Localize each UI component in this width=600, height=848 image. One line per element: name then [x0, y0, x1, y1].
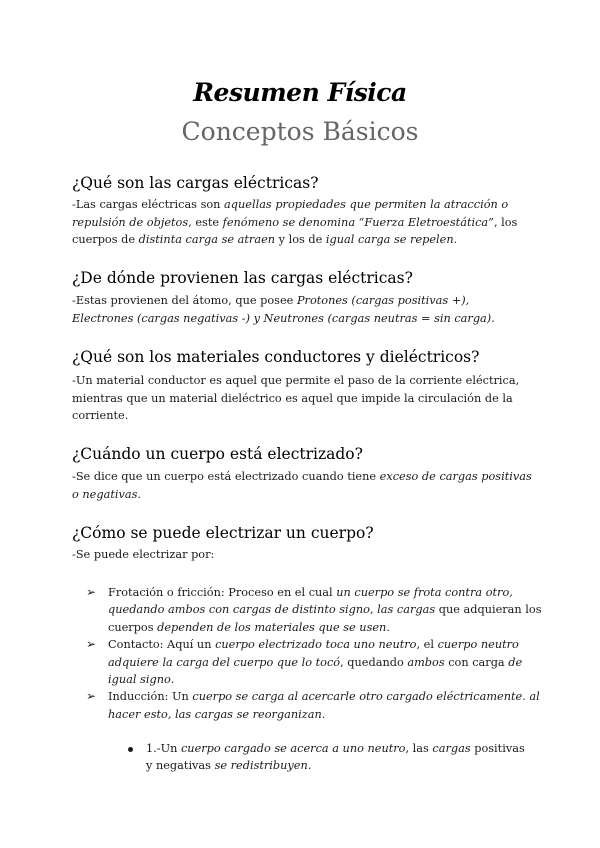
text-run: , los cuerpos de — [72, 215, 518, 247]
text-run: cargas — [432, 742, 471, 755]
text-run: . — [453, 233, 458, 247]
section-heading-electrizar: ¿Cómo se puede electrizar un cuerpo? — [72, 524, 374, 542]
text-run: Inducción: Un — [108, 690, 193, 704]
text-run: dependen de los materiales que se usen — [157, 620, 387, 634]
text-run: cuerpo cargado se acerca a uno neutro — [180, 742, 406, 755]
text-run: . — [491, 311, 495, 325]
text-run: con carga — [444, 655, 509, 669]
text-run: cuerpo neutro adquiere la carga del cuerpo que lo tocó — [108, 638, 519, 669]
section-heading-origen: ¿De dónde provienen las cargas eléctricas? — [72, 269, 413, 287]
text-run: de igual signo — [108, 655, 523, 687]
text-run: . — [321, 707, 326, 721]
section-paragraph-materiales: -Un material conductor es aquel que permite el paso de la corriente eléctrica, mientras que un material dieléctrico es aquel que impide la circulación de la corriente. — [72, 374, 520, 423]
text-run: cuerpo electrizado toca uno neutro — [215, 638, 417, 652]
text-run: positivas y negativas — [146, 742, 525, 773]
text-run: se redistribuyen — [214, 759, 308, 773]
text-run: , las — [405, 742, 433, 755]
text-run: y los de — [275, 233, 326, 247]
text-run: ambos — [407, 655, 445, 669]
text-run: , quedando — [340, 655, 408, 669]
list-item-friccion — [86, 584, 546, 636]
text-run: cuerpo se carga al acercarle otro cargado eléctricamente. al hacer esto, las cargas se reorganizan — [108, 690, 540, 721]
text-run: -Estas provienen del átomo, que posee — [72, 294, 297, 307]
section-paragraph-electrizado — [72, 468, 534, 503]
electrization-methods-list — [86, 584, 546, 723]
text-run: -Se dice que un cuerpo está electrizado cuando tiene — [72, 470, 380, 483]
arrow-bullet-icon: ➢ — [86, 689, 97, 704]
text-run: Frotación o fricción: Proceso en el cual — [108, 586, 337, 599]
section-paragraph-cargas — [72, 196, 534, 249]
text-run: , este — [188, 215, 223, 229]
text-run: que adquieran los cuerpos — [108, 603, 542, 634]
text-run: las cargas — [377, 603, 436, 617]
bullet-dot-icon — [128, 747, 133, 752]
section-heading-cargas: ¿Qué son las cargas eléctricas? — [72, 174, 319, 192]
text-run: distinta carga se atraen — [138, 233, 276, 247]
text-run: igual carga se repelen — [325, 233, 454, 247]
section-heading-electrizado: ¿Cuándo un cuerpo está electrizado? — [72, 445, 363, 463]
list-item-induction-step-1 — [126, 740, 526, 775]
text-run: fenómeno se denomina “Fuerza Eletroestática” — [222, 215, 494, 229]
text-run: 1.-Un — [146, 742, 181, 755]
section-paragraph-origen — [72, 292, 534, 327]
text-run: , el — [416, 638, 438, 652]
text-run: . — [386, 620, 390, 634]
induction-steps-list — [126, 740, 526, 775]
text-run: . — [307, 759, 312, 773]
section-intro-electrizar: -Se puede electrizar por: — [72, 548, 215, 561]
text-run: . — [170, 673, 175, 687]
text-run: un cuerpo se frota contra otro, quedando ambos con cargas de distinto signo — [108, 586, 513, 617]
document-title: Resumen Física — [193, 78, 407, 107]
text-run: . — [137, 487, 141, 501]
text-run: Contacto: Aquí un — [108, 638, 216, 652]
text-run: , — [369, 603, 378, 617]
list-item-contacto — [86, 636, 546, 688]
text-run: Protones (cargas positivas +), Electrones (cargas negativas -) y Neutrones (cargas neutras = sin carga) — [72, 294, 492, 325]
list-item-induccion — [86, 688, 546, 723]
text-run: exceso de cargas positivas o negativas — [72, 470, 532, 501]
text-run: aquellas propiedades que permiten la atracción o repulsión de objetos — [72, 198, 509, 229]
arrow-bullet-icon: ➢ — [86, 637, 97, 652]
document-subtitle: Conceptos Básicos — [181, 117, 419, 146]
arrow-bullet-icon: ➢ — [86, 585, 97, 599]
section-heading-materiales: ¿Qué son los materiales conductores y dieléctricos? — [72, 348, 480, 366]
text-run: -Las cargas eléctricas son — [72, 198, 225, 211]
